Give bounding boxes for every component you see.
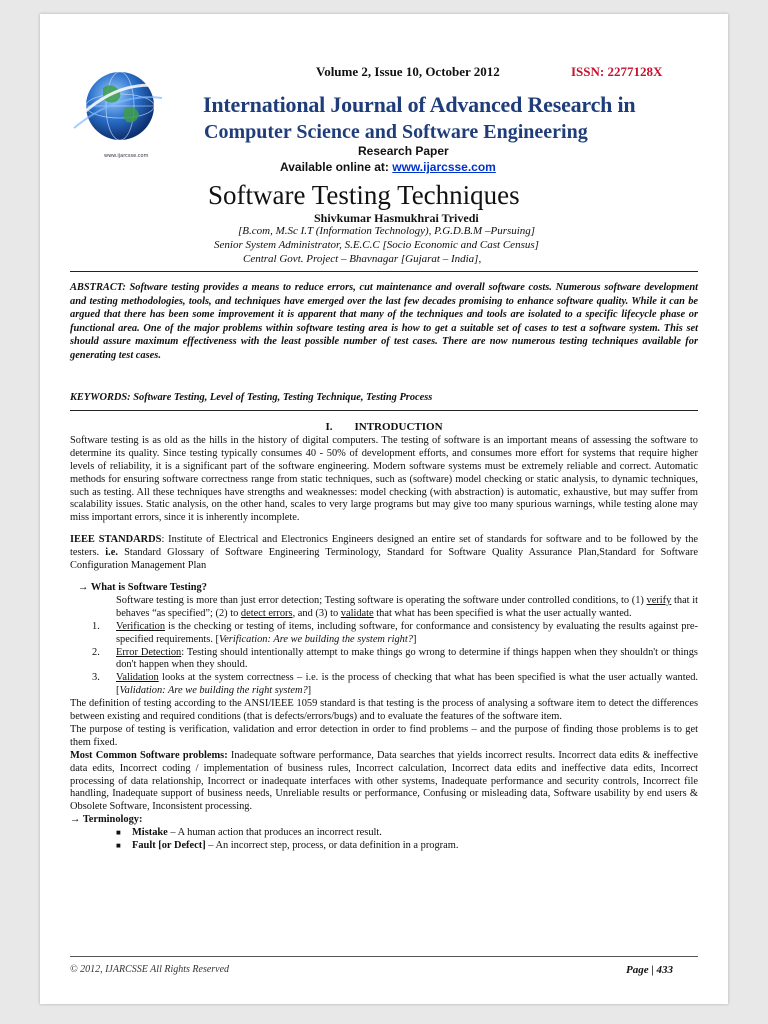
what-text-4: that what has been specified is what the user actually wanted. [373, 607, 632, 619]
item-number: 3. [92, 672, 100, 684]
journal-title-line2: Computer Science and Software Engineering [204, 121, 588, 143]
journal-title-line1: International Journal of Advanced Research in [203, 92, 636, 117]
ieee-standards-paragraph [70, 534, 698, 573]
journal-url-link[interactable]: www.ijarcsse.com [392, 160, 496, 174]
item-italic: Validation: Are we building the right system? [119, 685, 308, 697]
what-text-3: , and (3) to [292, 607, 341, 619]
item-body: : Testing should intentionally attempt to make things go wrong to determine if things happen when they shouldn't or things don't happen when they should. [116, 646, 698, 671]
item-body: looks at the system correctness – i.e. is the process of checking that what has been specified is what the user actually wanted. [ [116, 672, 698, 697]
common-problems-text: Inadequate software performance, Data searches that yields incorrect results. Incorrect data edits & ineffective data edits, Incorrect coding / implementation of business rules, Incorrect calculation, Incorrect data edits and ineffective data edits, Incorrect processing of data relationship, Incorrect or inadequate interfaces with other systems, Inadequate performance and security controls, Incorrect file handling, Inadequate support of business needs, Unreliable results or performance, Confusing or misleading data, Software usability by end users & Obsolete Software, Inconsistent processing. [70, 749, 699, 813]
what-is-testing-heading [78, 582, 698, 595]
item-body: is the checking or testing of items, including software, for conformance and consistency by evaluating the results against pre-specified requirements. [ [116, 620, 698, 645]
what-heading-text: What is Software Testing? [90, 581, 207, 593]
item-text [116, 672, 698, 698]
bullet-body: – A human action that produces an incorrect result. [167, 827, 382, 839]
available-online-label: Available online at: [280, 160, 393, 174]
arrow-right-icon: → [70, 814, 81, 826]
numbered-item [92, 621, 698, 647]
item-text [116, 647, 698, 673]
section-heading [70, 421, 698, 434]
common-problems-paragraph [70, 750, 698, 815]
section-number: I. [325, 421, 333, 433]
page-number: Page | 433 [626, 964, 674, 976]
item-term: Validation [116, 672, 159, 684]
globe-icon [70, 58, 164, 158]
item-italic: Verification: Are we building the system right? [219, 633, 413, 645]
author-affiliation-2: Senior System Administrator, S.E.C.C [Socio Economic and Cast Census] [214, 239, 539, 251]
square-bullet-icon: ■ [116, 841, 121, 851]
author-affiliation-3: Central Govt. Project – Bhavnagar [Gujarat – India], [243, 253, 482, 265]
keywords: KEYWORDS: Software Testing, Level of Testing, Testing Technique, Testing Process [70, 392, 433, 403]
ieee-ie: i.e. [105, 547, 118, 559]
bullet-text [132, 840, 458, 853]
item-term: Verification [116, 620, 166, 632]
bullet-term: Mistake [132, 827, 168, 839]
detect-errors-term: detect errors [240, 607, 293, 619]
bullet-item [116, 827, 698, 840]
volume-issue: Volume 2, Issue 10, October 2012 [316, 64, 500, 79]
item-end: ] [307, 685, 312, 697]
bullet-term: Fault [or Defect] [132, 840, 206, 852]
purpose-paragraph: The purpose of testing is verification, validation and error detection in order to find problems – and the purpose of finding those problems is to get them fixed. [70, 723, 698, 748]
numbered-item [92, 647, 698, 673]
ieee-label: IEEE STANDARDS [70, 534, 162, 546]
terminology-heading [70, 814, 698, 827]
abstract: ABSTRACT: Software testing provides a means to reduce errors, cut maintenance and overall software costs. Numerous software development and testing methodologies, tools, and techniques have emerged over the last few decades promising to enhance software quality. While it can be argued that there has been some improvement it is apparent that many of the techniques and tools are isolated to a specific lifecycle phase or functional area. One of the major problems within software testing area is how to get a suitable set of cases to test a software system. This set should assure maximum effectiveness with the least possible number of test cases. There are now numerous testing techniques available for generating test cases. [70, 282, 698, 361]
what-text-1: Software testing is more than just error detection; Testing software is operating the software under controlled conditions, to (1) [116, 594, 647, 606]
common-problems-label: Most Common Software problems: [70, 749, 228, 761]
validate-term: validate [340, 607, 374, 619]
terminology-heading-text: Terminology: [82, 814, 143, 826]
verify-term: verify [646, 594, 672, 606]
item-number: 1. [92, 620, 100, 632]
square-bullet-icon: ■ [116, 828, 121, 838]
arrow-right-icon: → [78, 581, 89, 593]
paper-type: Research Paper [358, 144, 449, 158]
bullet-item [116, 840, 698, 853]
paper-body [70, 421, 698, 853]
numbered-item [92, 672, 698, 698]
copyright: © 2012, IJARCSSE All Rights Reserved [70, 964, 230, 975]
ieee-text-2: Standard Glossary of Software Engineering Terminology, Standard for Software Quality Assurance Plan,Standard for Software Configuration Management Plan [70, 547, 698, 572]
divider [70, 410, 698, 411]
item-term: Error Detection [116, 646, 182, 658]
author-affiliation-1: [B.com, M.Sc I.T (Information Technology), P.G.D.B.M –Pursuing] [238, 225, 536, 237]
what-is-testing-paragraph [116, 595, 698, 621]
issn: ISSN: 2277128X [571, 64, 663, 79]
item-text [116, 621, 698, 647]
item-number: 2. [92, 646, 100, 658]
divider [70, 271, 698, 272]
intro-paragraph: Software testing is as old as the hills in the history of digital computers. The testing of software is an important means of assessing the software to determine its quality. Since testing typically consumes 40 - 50% of development efforts, and consumes more effort for systems that require higher levels of reliability, it is a significant part of the software engineering. Modern software systems must be extremely reliable and correct. Automatic methods for ensuring software correctness range from static techniques, such as (software) model checking or static analysis, to dynamic techniques, such as testing. All these techniques have strengths and weaknesses: model checking (with abstraction) is automatic, exhaustive, but may suffer from scalability issues. Static analysis, on the other hand, scales to very large programs but may give too many spurious warnings, while testing alone may miss important errors, since it is inherently incomplete. [70, 434, 698, 524]
author-name: Shivkumar Hasmukhrai Trivedi [314, 211, 479, 225]
journal-header [40, 14, 728, 174]
item-end: ] [412, 633, 417, 645]
available-online [280, 160, 496, 174]
ieee-text: : Institute of Electrical and Electronics Engineers designed an entire set of standards for software and to be followed by the testers. [70, 534, 698, 559]
section-title: INTRODUCTION [354, 421, 443, 433]
bullet-body: – An incorrect step, process, or data definition in a program. [205, 840, 459, 852]
footer-divider [70, 956, 698, 957]
paper-page [40, 14, 728, 1004]
what-text-2: that it behaves “as specified”; (2) to [116, 594, 698, 619]
paper-title: Software Testing Techniques [208, 180, 520, 210]
bullet-text [132, 827, 382, 840]
definition-paragraph: The definition of testing according to the ANSI/IEEE 1059 standard is that testing is the process of analysing a software item to detect the differences between existing and required conditions (that is defects/errors/bugs) and to evaluate the features of the software item. [70, 698, 698, 723]
logo-caption: www.ijarcsse.com [104, 153, 149, 159]
